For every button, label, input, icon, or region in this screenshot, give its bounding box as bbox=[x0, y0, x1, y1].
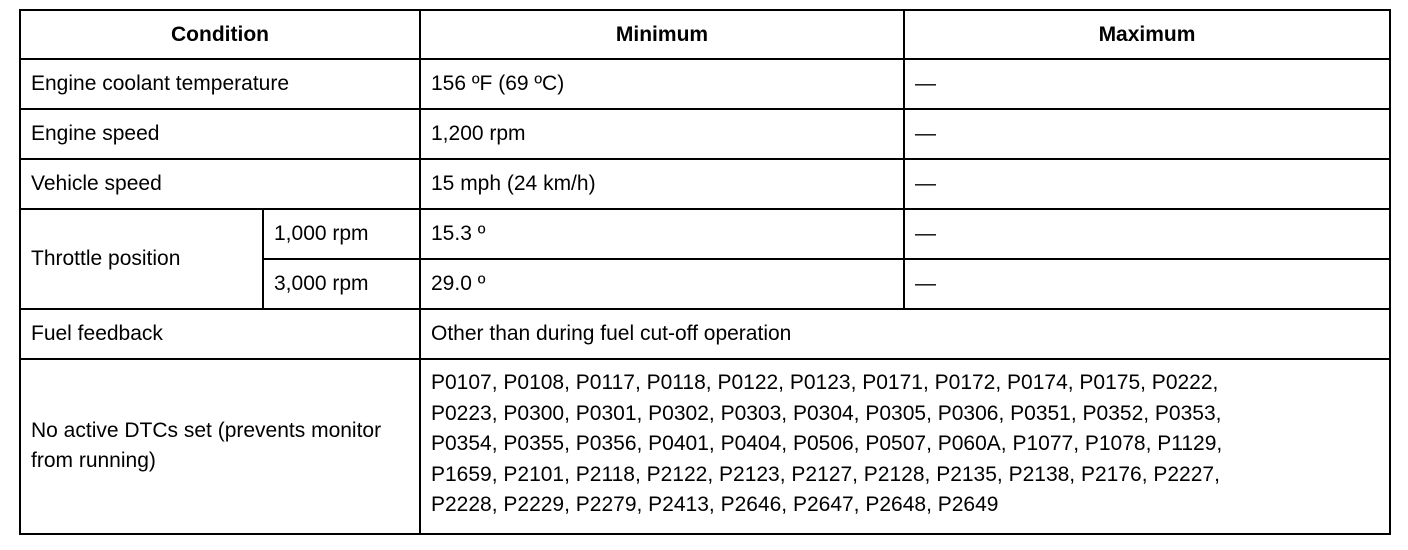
table-row bbox=[20, 59, 1390, 109]
table-row bbox=[20, 159, 1390, 209]
condition-cell: Fuel feedback bbox=[20, 309, 420, 359]
header-condition: Condition bbox=[20, 10, 420, 59]
dtc-list-line: P2228, P2229, P2279, P2413, P2646, P2647, P2648, P2649 bbox=[431, 493, 999, 516]
dtc-list-line: P0354, P0355, P0356, P0401, P0404, P0506, P0507, P060A, P1077, P1078, P1129, bbox=[431, 432, 1223, 455]
minimum-cell: 1,200 rpm bbox=[420, 109, 904, 159]
maximum-cell: — bbox=[904, 59, 1390, 109]
dtc-list-line: P1659, P2101, P2118, P2122, P2123, P2127, P2128, P2135, P2138, P2176, P2227, bbox=[431, 462, 1220, 486]
dtc-list-line: P0223, P0300, P0301, P0302, P0303, P0304, P0305, P0306, P0351, P0352, P0353, bbox=[431, 401, 1222, 425]
maximum-cell: — bbox=[904, 159, 1390, 209]
rpm-subcondition-cell: 1,000 rpm bbox=[263, 209, 420, 259]
condition-cell: Engine speed bbox=[20, 109, 420, 159]
fuel-feedback-value-cell: Other than during fuel cut-off operation bbox=[420, 309, 1390, 359]
table-row bbox=[20, 209, 1390, 259]
maximum-cell: — bbox=[904, 259, 1390, 309]
condition-cell: Vehicle speed bbox=[20, 159, 420, 209]
minimum-cell: 156 ºF (69 ºC) bbox=[420, 59, 904, 109]
condition-cell: No active DTCs set (prevents monitor from running) bbox=[20, 359, 420, 534]
dtc-list-cell bbox=[420, 359, 1390, 534]
maximum-cell: — bbox=[904, 209, 1390, 259]
condition-cell: Engine coolant temperature bbox=[20, 59, 420, 109]
header-minimum: Minimum bbox=[420, 10, 904, 59]
table-row bbox=[20, 109, 1390, 159]
minimum-cell: 29.0 º bbox=[420, 259, 904, 309]
minimum-cell: 15.3 º bbox=[420, 209, 904, 259]
maximum-cell: — bbox=[904, 109, 1390, 159]
header-row bbox=[20, 10, 1390, 59]
minimum-cell: 15 mph (24 km/h) bbox=[420, 159, 904, 209]
conditions-table bbox=[19, 9, 1391, 535]
table-row bbox=[20, 359, 1390, 534]
table-row bbox=[20, 309, 1390, 359]
header-maximum: Maximum bbox=[904, 10, 1390, 59]
rpm-subcondition-cell: 3,000 rpm bbox=[263, 259, 420, 309]
dtc-list-line: P0107, P0108, P0117, P0118, P0122, P0123, P0171, P0172, P0174, P0175, P0222, bbox=[431, 371, 1219, 394]
condition-cell: Throttle position bbox=[20, 209, 263, 309]
